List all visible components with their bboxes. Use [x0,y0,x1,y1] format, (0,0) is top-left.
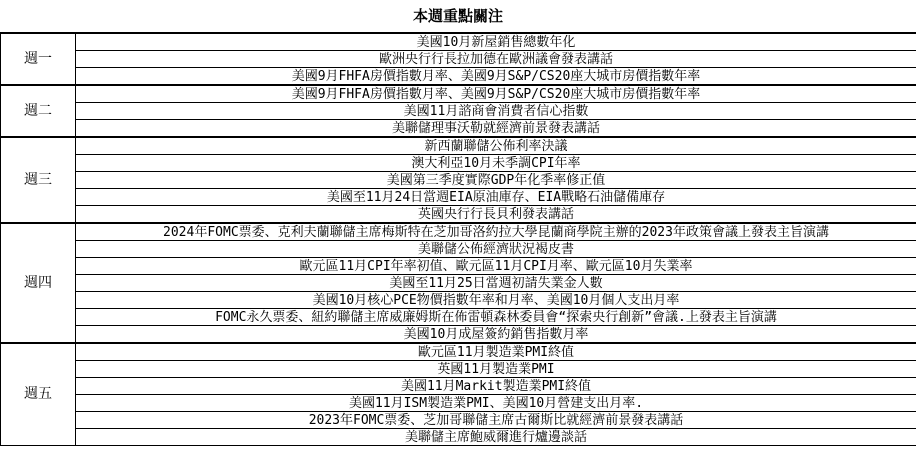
weekly-schedule-table [0,32,916,446]
event-row [1,241,916,258]
event-cell: 美國至11月25日當週初請失業金人數 [76,275,916,292]
event-row [1,155,916,172]
event-row [1,85,916,103]
event-cell: FOMC永久票委、紐約聯儲主席威廉姆斯在佈雷頓森林委員會“探索央行創新”會議.上發表主旨演講 [76,309,916,326]
event-cell: 歐元區11月製造業PMI終值 [76,343,916,361]
event-cell: 歐洲央行行長拉加德在歐洲議會發表講話 [76,51,916,68]
event-row [1,137,916,155]
event-cell: 美聯儲公佈經濟狀況褐皮書 [76,241,916,258]
day-label: 週二 [1,85,76,137]
event-row [1,326,916,344]
event-cell: 美國9月FHFA房價指數月率、美國9月S&P/CS20座大城市房價指數年率 [76,85,916,103]
event-cell: 新西蘭聯儲公佈利率決議 [76,137,916,155]
event-row [1,343,916,361]
event-row [1,258,916,275]
event-cell: 美國11月Markit製造業PMI終值 [76,378,916,395]
event-cell: 2023年FOMC票委、芝加哥聯儲主席古爾斯比就經濟前景發表講話 [76,412,916,429]
event-row [1,51,916,68]
day-label: 週四 [1,223,76,343]
event-row [1,412,916,429]
event-cell: 美國10月成屋簽約銷售指數月率 [76,326,916,344]
event-row [1,378,916,395]
day-label: 週一 [1,33,76,85]
event-row [1,361,916,378]
event-cell: 美國11月諮商會消費者信心指數 [76,103,916,120]
day-label: 週五 [1,343,76,446]
event-row [1,223,916,241]
event-row [1,395,916,412]
event-row [1,206,916,224]
event-cell: 美國10月新屋銷售總數年化 [76,33,916,51]
event-cell: 美國至11月24日當週EIA原油庫存、EIA戰略石油儲備庫存 [76,189,916,206]
event-row [1,103,916,120]
event-row [1,309,916,326]
event-cell: 美國第三季度實際GDP年化季率修正值 [76,172,916,189]
event-cell: 英國11月製造業PMI [76,361,916,378]
event-row [1,429,916,446]
event-cell: 美國11月ISM製造業PMI、美國10月營建支出月率. [76,395,916,412]
event-row [1,120,916,138]
event-cell: 美聯儲主席鮑威爾進行爐邊談話 [76,429,916,446]
event-cell: 英國央行行長貝利發表講話 [76,206,916,224]
event-cell: 歐元區11月CPI年率初值、歐元區11月CPI月率、歐元區10月失業率 [76,258,916,275]
event-row [1,68,916,86]
event-cell: 美國9月FHFA房價指數月率、美國9月S&P/CS20座大城市房價指數年率 [76,68,916,86]
event-row [1,275,916,292]
event-cell: 澳大利亞10月未季調CPI年率 [76,155,916,172]
page-title: 本週重點關注 [412,7,503,25]
event-row [1,189,916,206]
event-cell: 2024年FOMC票委、克利夫蘭聯儲主席梅斯特在芝加哥洛約拉大學昆蘭商學院主辦的2023年政策會議上發表主旨演講 [76,223,916,241]
event-cell: 美聯儲理事沃勒就經濟前景發表講話 [76,120,916,138]
event-row [1,292,916,309]
event-row [1,33,916,51]
event-cell: 美國10月核心PCE物價指數年率和月率、美國10月個人支出月率 [76,292,916,309]
event-row [1,172,916,189]
day-label: 週三 [1,137,76,223]
